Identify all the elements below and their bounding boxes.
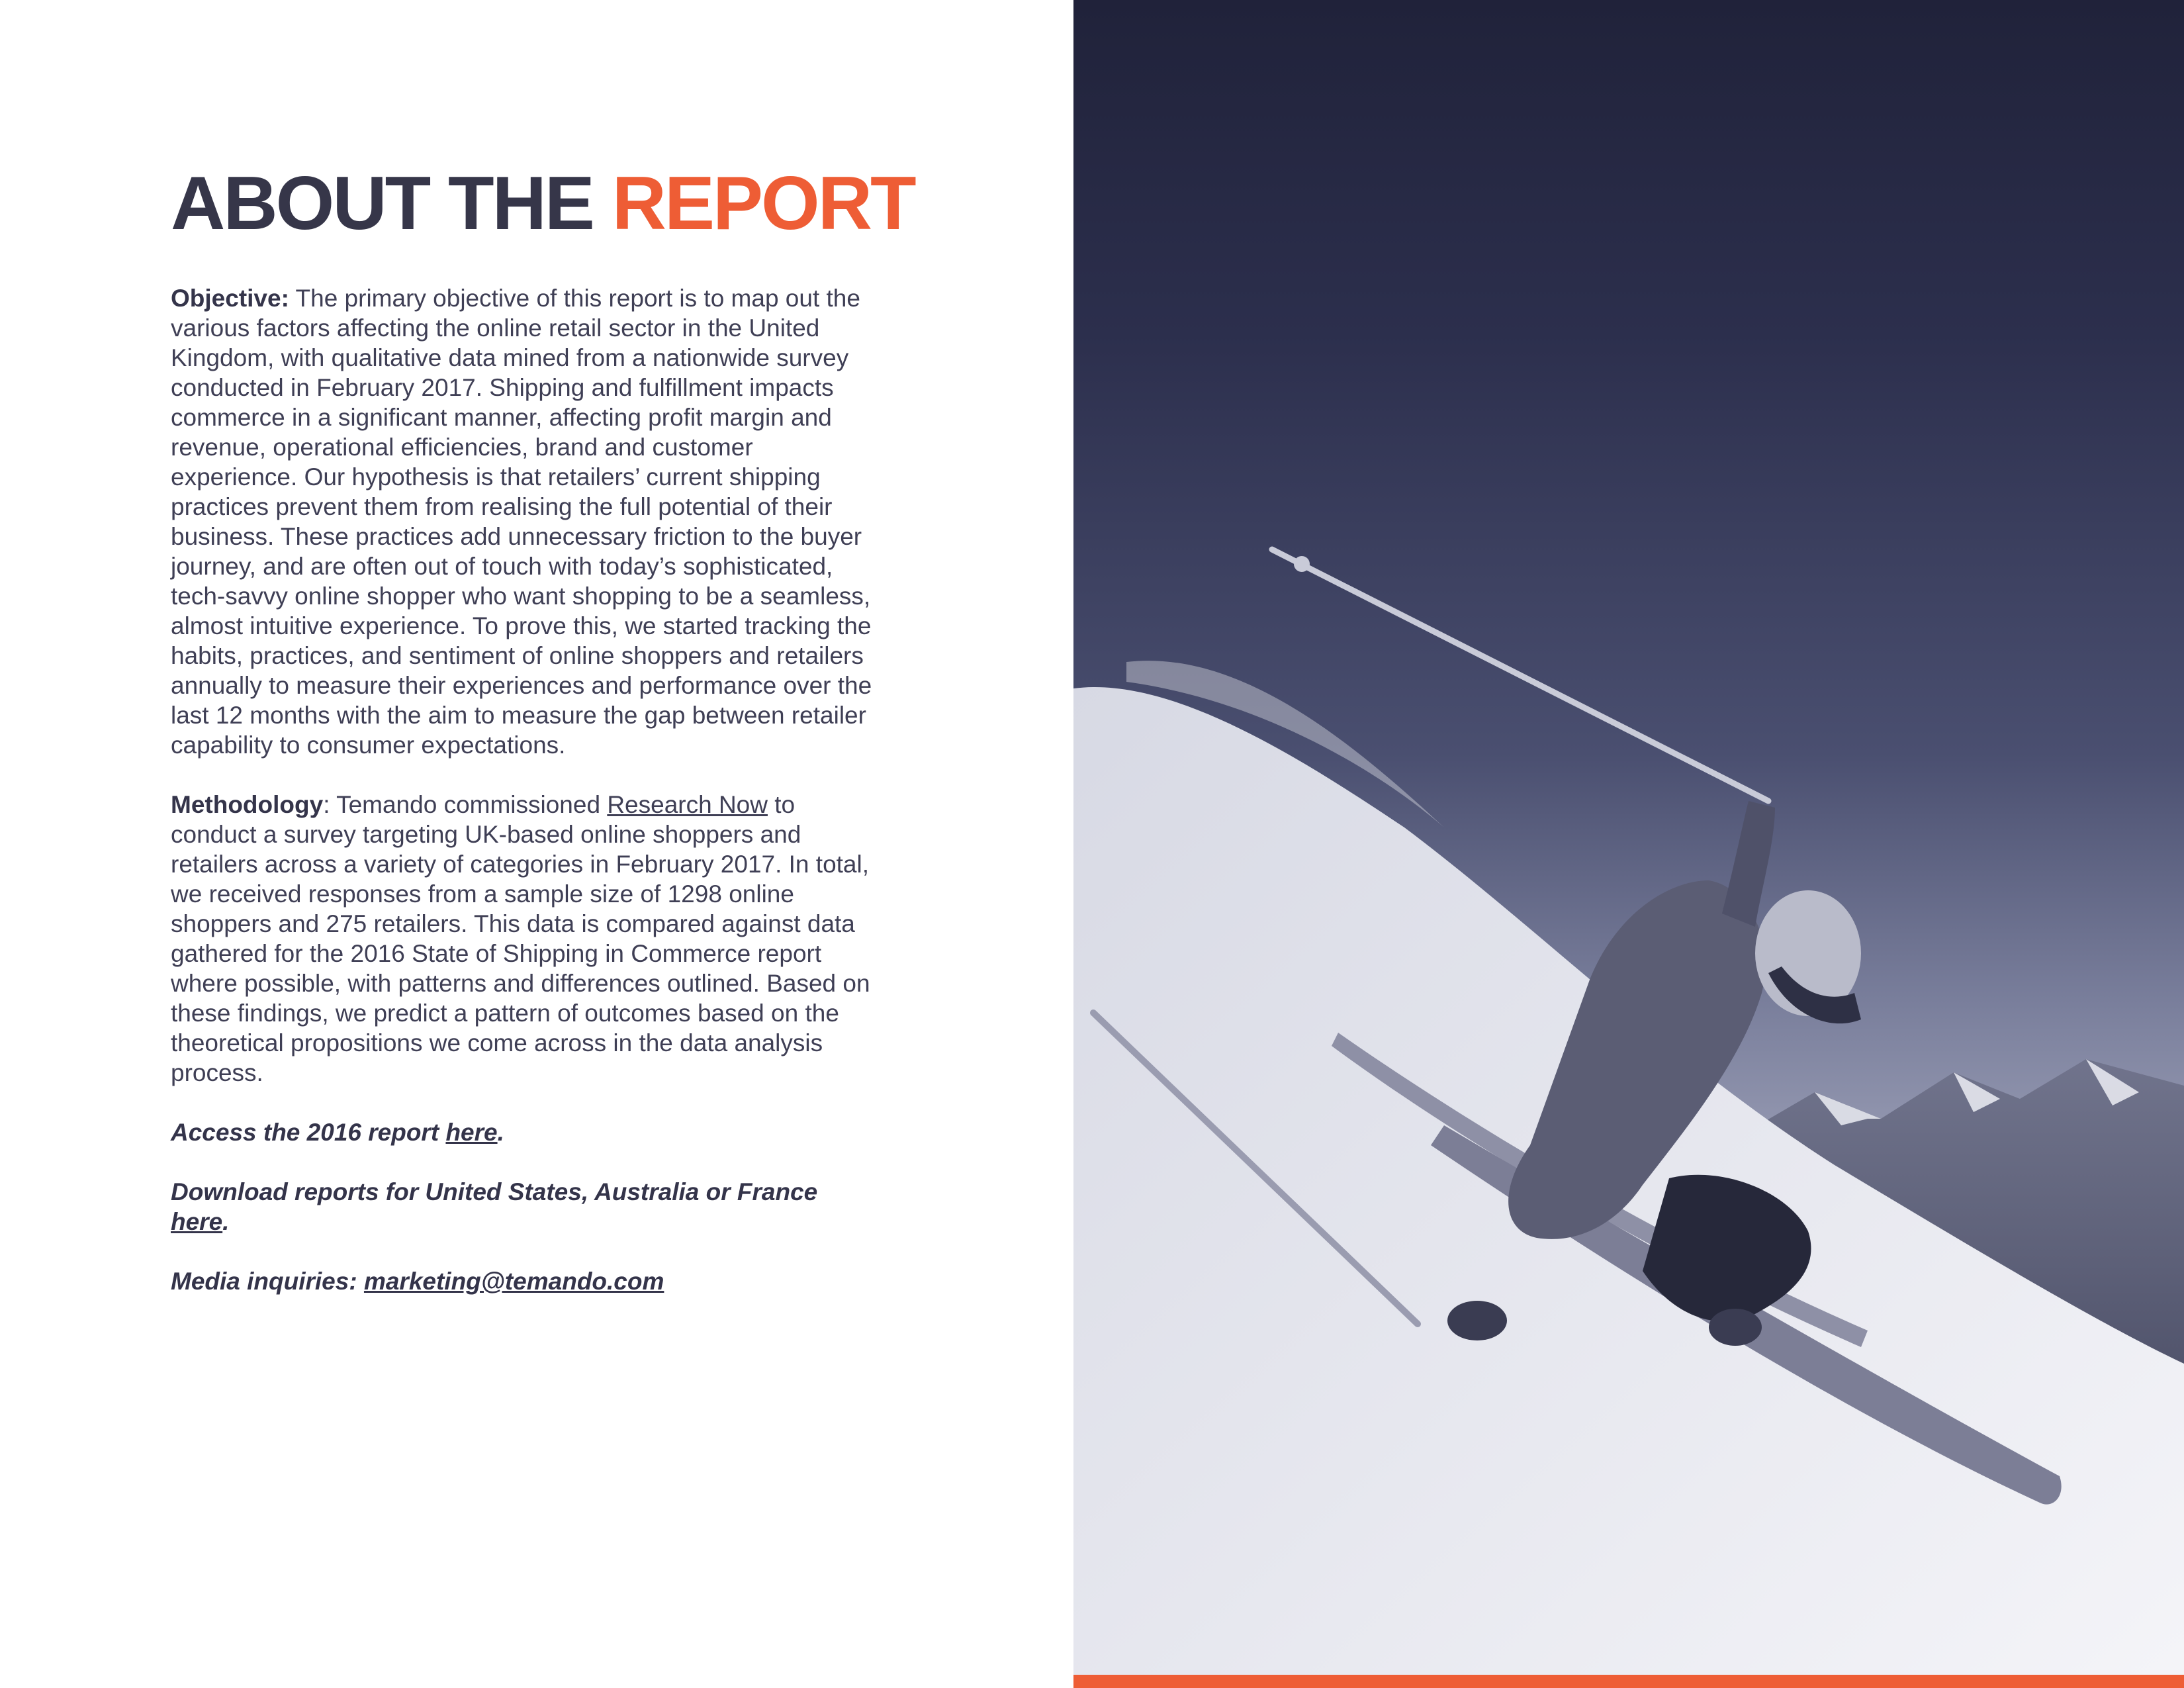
download-reports-link[interactable]: here bbox=[171, 1208, 223, 1235]
methodology-text-before: : Temando commissioned bbox=[323, 791, 608, 818]
media-email-link[interactable]: marketing@temando.com bbox=[363, 1268, 664, 1295]
ski-pole bbox=[1272, 549, 1768, 801]
objective-label: Objective: bbox=[171, 285, 289, 312]
access-report-link[interactable]: here bbox=[445, 1119, 498, 1146]
methodology-text-after: to conduct a survey targeting UK-based online shoppers and retailers across a variety of categories in February 2017. In total, we received responses from a sample size of 1298 online shoppers and 275 retailers. This data is compared against data gathered for the 2016 State of Shipping in Commerce report where possible, with patterns and differences outlined. Based on these findings, we predict a pattern of outcomes based on the theoretical propositions we come across in the data analysis process. bbox=[171, 791, 870, 1086]
download-reports-text: Download reports for United States, Australia or France bbox=[171, 1178, 818, 1205]
access-report-text: Access the 2016 report bbox=[171, 1119, 446, 1146]
objective-text: The primary objective of this report is to map out the various factors affecting the online retail sector in the United Kingdom, with qualitative data mined from a nationwide survey conducted in February 2017. Shipping and fulfillment impacts commerce in a significant manner, affecting profit margin and revenue, operational efficiencies, brand and customer experience. Our hypothesis is that retailers’ current shipping practices prevent them from realising the full potential of their business. These practices add unnecessary friction to the buyer journey, and are often out of touch with today’s sophisticated, tech-savvy online shopper who want shopping to be a seamless, almost intuitive experience. To prove this, we started tracking the habits, practices, and sentiment of online shoppers and retailers annually to measure their experiences and performance over the last 12 months with the aim to measure the gap between retailer capability to consumer expectations. bbox=[171, 285, 872, 759]
methodology-paragraph bbox=[171, 790, 882, 1088]
download-reports-period: . bbox=[222, 1208, 230, 1235]
methodology-label: Methodology bbox=[171, 791, 324, 818]
accent-bottom-bar bbox=[1073, 1675, 2184, 1688]
access-report-line bbox=[171, 1117, 882, 1147]
title-part-about: ABOUT THE bbox=[171, 162, 612, 246]
skier-photo bbox=[1073, 0, 2184, 1675]
research-now-link[interactable]: Research Now bbox=[607, 791, 768, 818]
download-reports-line bbox=[171, 1177, 882, 1237]
page-title bbox=[171, 158, 915, 250]
media-inquiries-label: Media inquiries: bbox=[171, 1268, 364, 1295]
skier-illustration bbox=[1073, 0, 2184, 1675]
title-part-report: REPORT bbox=[612, 162, 915, 246]
objective-paragraph bbox=[171, 283, 882, 760]
report-body bbox=[171, 283, 882, 1326]
text-panel bbox=[0, 0, 1073, 1688]
access-report-period: . bbox=[497, 1119, 504, 1146]
media-inquiries-line bbox=[171, 1266, 882, 1296]
